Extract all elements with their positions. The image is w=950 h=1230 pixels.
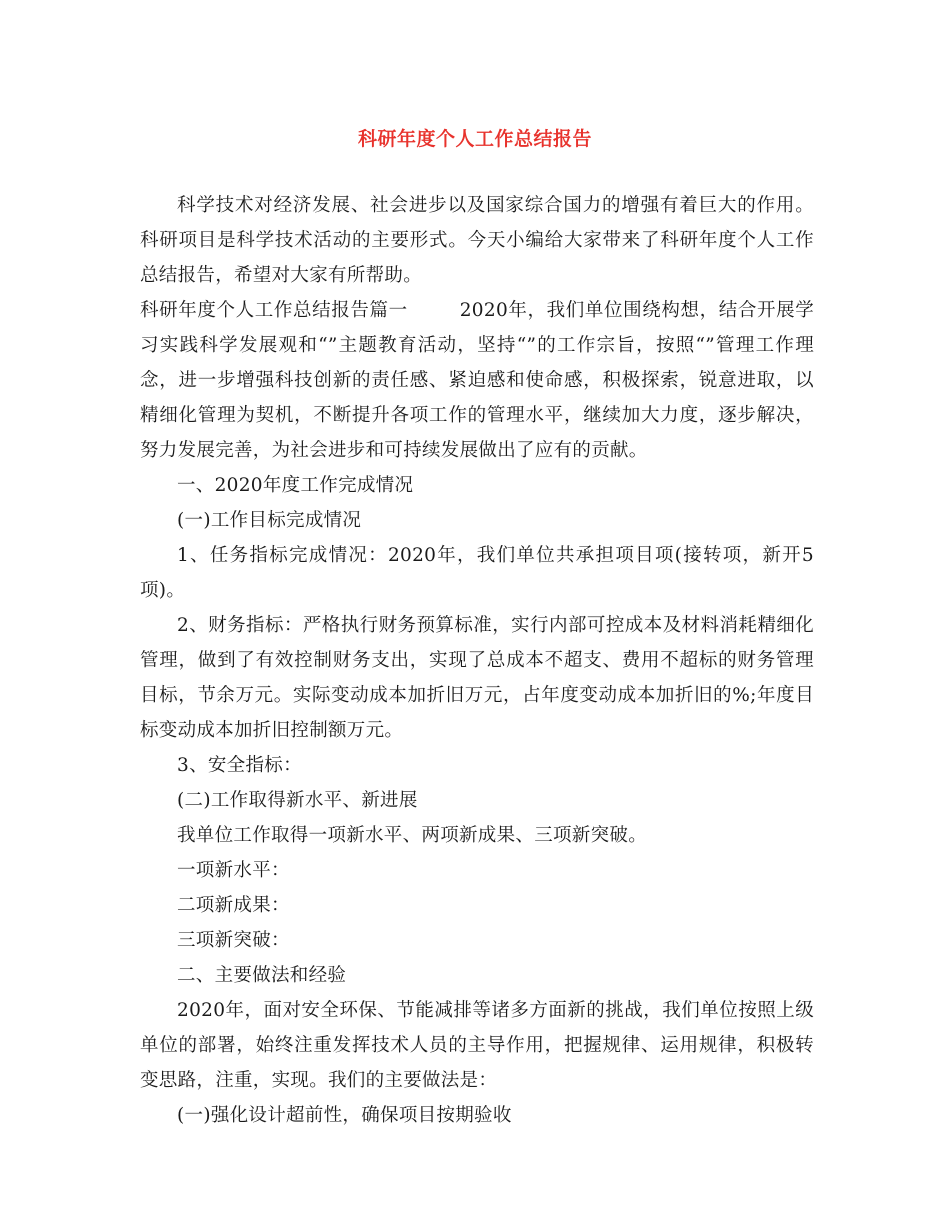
new-level-item: 一项新水平： bbox=[177, 860, 290, 881]
part1-paragraph bbox=[140, 293, 814, 468]
subsection-heading-3: (一)强化设计超前性，确保项目按期验收 bbox=[177, 1105, 512, 1126]
part1-text: 2020年，我们单位围绕构想，结合开展学习实践科学发展观和“”主题教育活动，坚持“”的工作宗旨，按照“”管理工作理念，进一步增强科技创新的责任感、紧迫感和使命感，积极探索，锐意进取，以精细化管理为契机，不断提升各项工作的管理水平，继续加大力度，逐步解决，努力发展完善，为社会进步和可持续发展做出了应有的贡献。 bbox=[140, 300, 814, 461]
document-body bbox=[140, 188, 814, 1133]
subsection-heading-2: (二)工作取得新水平、新进展 bbox=[177, 790, 418, 811]
task-indicator-paragraph: 1、任务指标完成情况：2020年，我们单位共承担项目项(接转项，新开5项)。 bbox=[140, 545, 814, 601]
methods-paragraph: 2020年，面对安全环保、节能减排等诸多方面新的挑战，我们单位按照上级单位的部署，始终注重发挥技术人员的主导作用，把握规律、运用规律，积极转变思路，注重，实现。我们的主要做法是： bbox=[140, 1000, 814, 1091]
part1-heading: 科研年度个人工作总结报告篇一 bbox=[140, 300, 408, 321]
section-heading-1: 一、2020年度工作完成情况 bbox=[177, 475, 414, 496]
document-title: 科研年度个人工作总结报告 bbox=[357, 128, 592, 150]
finance-indicator-paragraph: 2、财务指标：严格执行财务预算标准，实行内部可控成本及材料消耗精细化管理，做到了有效控制财务支出，实现了总成本不超支、费用不超标的财务管理目标，节余万元。实际变动成本加折旧万元，占年度变动成本加折旧的%;年度目标变动成本加折旧控制额万元。 bbox=[140, 615, 814, 741]
safety-indicator-paragraph: 3、安全指标： bbox=[177, 755, 302, 776]
intro-paragraph: 科学技术对经济发展、社会进步以及国家综合国力的增强有着巨大的作用。科研项目是科学技术活动的主要形式。今天小编给大家带来了科研年度个人工作总结报告，希望对大家有所帮助。 bbox=[140, 195, 814, 286]
subsection-heading-1: (一)工作目标完成情况 bbox=[177, 510, 362, 531]
new-results-item: 二项新成果： bbox=[177, 895, 290, 916]
section-heading-2: 二、主要做法和经验 bbox=[177, 965, 347, 986]
new-breakthroughs-item: 三项新突破： bbox=[177, 930, 290, 951]
achievement-summary-paragraph: 我单位工作取得一项新水平、两项新成果、三项新突破。 bbox=[177, 825, 648, 846]
